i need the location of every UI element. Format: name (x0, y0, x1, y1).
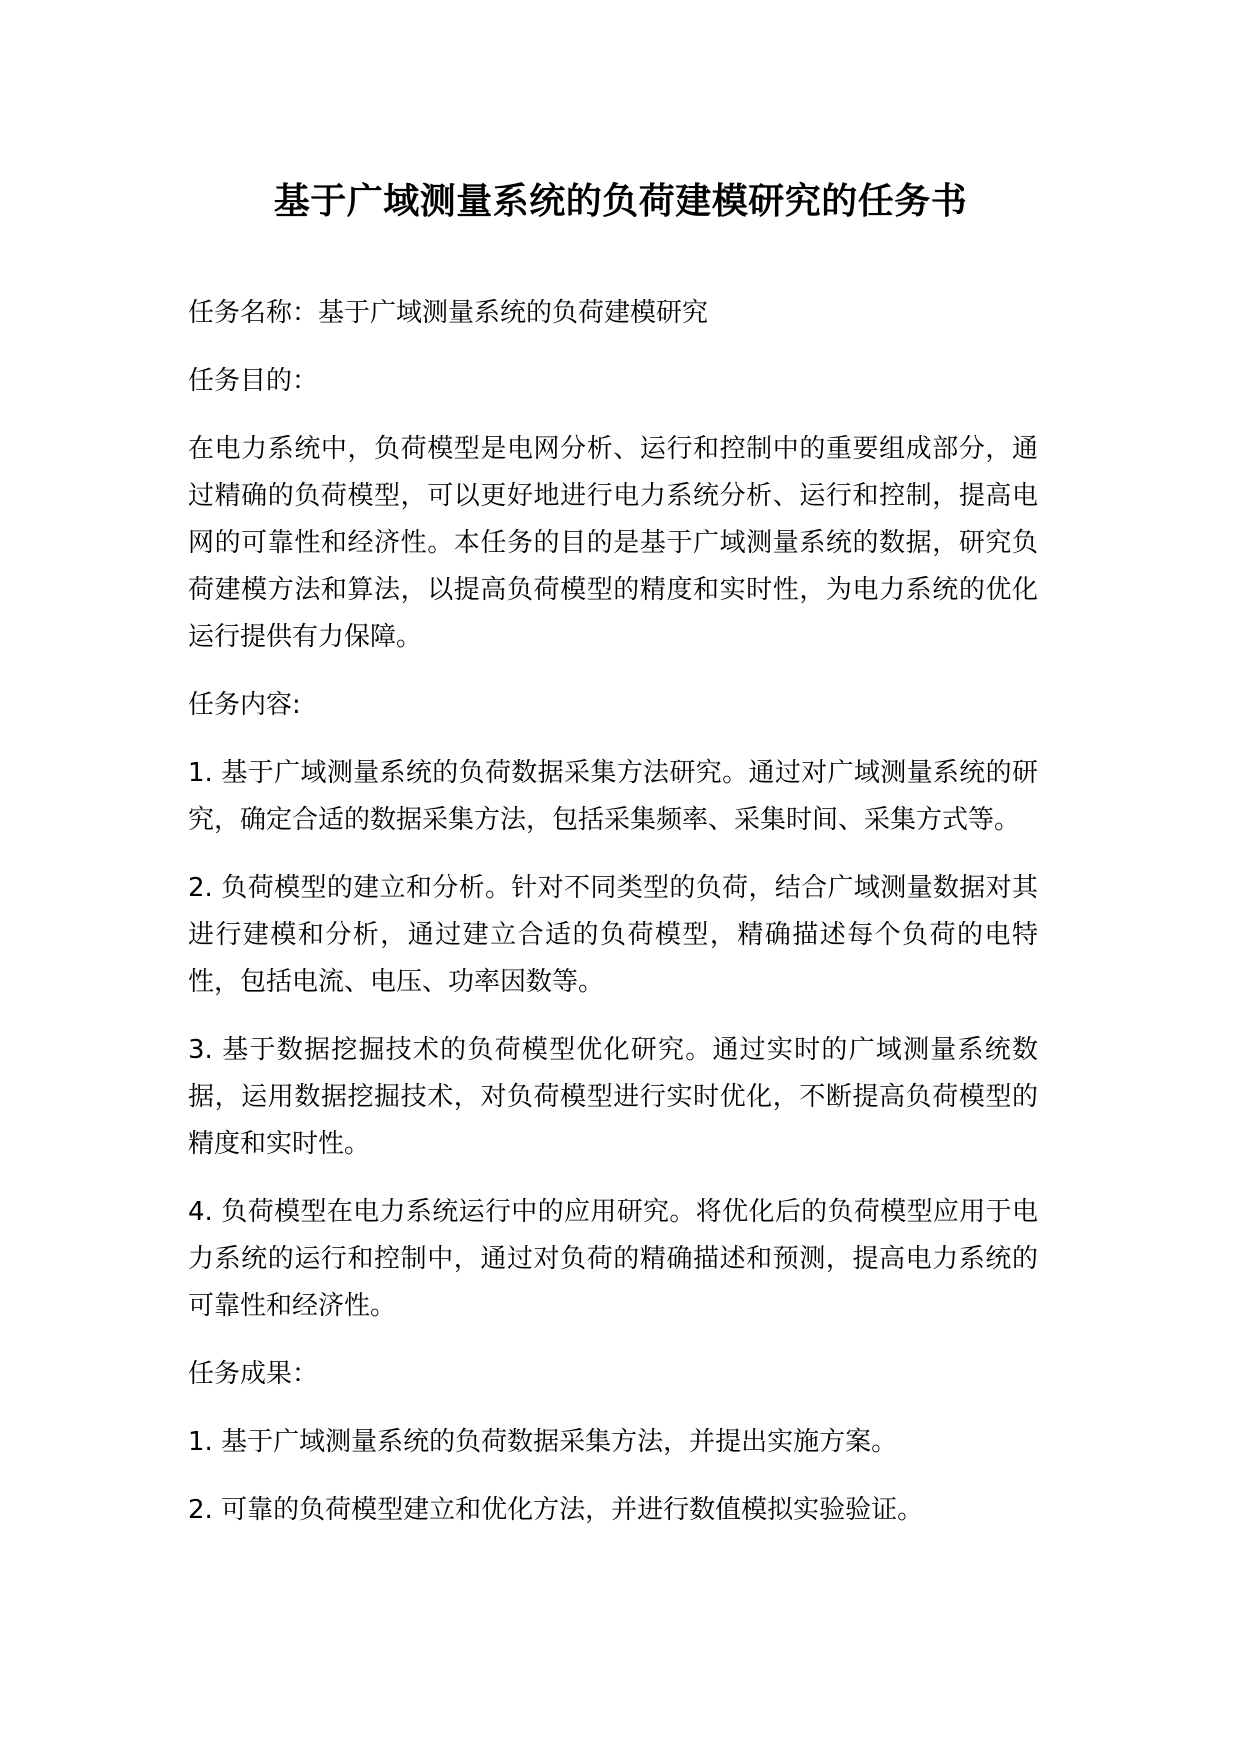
document-body (188, 290, 1038, 1555)
content-heading: 任务内容: (188, 690, 301, 720)
results-item: 1. 基于广域测量系统的负荷数据采集方法，并提出实施方案。 (188, 1427, 898, 1457)
results-heading: 任务成果： (188, 1359, 319, 1389)
results-item: 2. 可靠的负荷模型建立和优化方法，并进行数值模拟实验验证。 (188, 1495, 924, 1525)
content-item: 3. 基于数据挖掘技术的负荷模型优化研究。通过实时的广域测量系统数据，运用数据挖掘技术，对负荷模型进行实时优化，不断提高负荷模型的精度和实时性。 (188, 1035, 1038, 1159)
task-name: 任务名称：基于广域测量系统的负荷建模研究 (188, 298, 709, 328)
content-item: 4. 负荷模型在电力系统运行中的应用研究。将优化后的负荷模型应用于电力系统的运行和控制中，通过对负荷的精确描述和预测，提高电力系统的可靠性和经济性。 (188, 1197, 1038, 1321)
purpose-paragraph: 在电力系统中，负荷模型是电网分析、运行和控制中的重要组成部分，通过精确的负荷模型，可以更好地进行电力系统分析、运行和控制，提高电网的可靠性和经济性。本任务的目的是基于广域测量系统的数据，研究负荷建模方法和算法，以提高负荷模型的精度和实时性，为电力系统的优化运行提供有力保障。 (188, 434, 1038, 652)
content-item: 2. 负荷模型的建立和分析。针对不同类型的负荷，结合广域测量数据对其进行建模和分析，通过建立合适的负荷模型，精确描述每个负荷的电特性，包括电流、电压、功率因数等。 (188, 873, 1038, 997)
document-title: 基于广域测量系统的负荷建模研究的任务书 (273, 181, 968, 222)
content-item: 1. 基于广域测量系统的负荷数据采集方法研究。通过对广域测量系统的研究，确定合适的数据采集方法，包括采集频率、采集时间、采集方式等。 (188, 758, 1038, 835)
purpose-heading: 任务目的： (188, 366, 319, 396)
